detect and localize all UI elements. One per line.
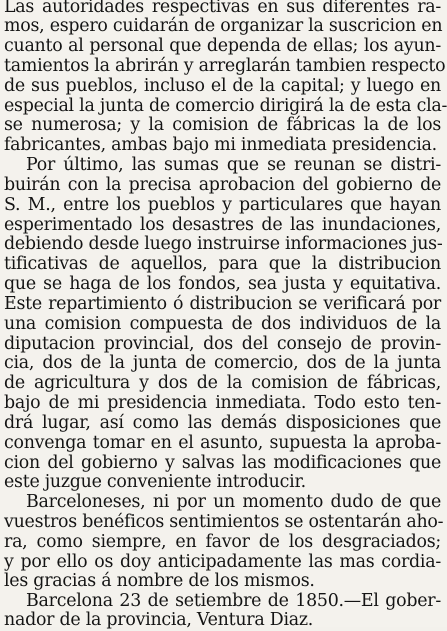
text-line: se numerosa; y la comision de fábricas la de los — [4, 115, 441, 135]
signature-line: nador de la provincia, Ventura Diaz. — [4, 610, 314, 630]
text-line: les gracias á nombre de los mismos. — [4, 571, 315, 591]
text-line: una comision compuesta de dos individuos de la — [4, 314, 441, 334]
text-line: especial la junta de comercio dirigirá la de esta cla- — [4, 96, 447, 116]
text-line: mos, espero cuidarán de organizar la suscricion en — [4, 16, 443, 36]
text-line: ra, como siempre, en favor de los desgraciados; — [4, 532, 441, 552]
text-line: tamientos la abrirán y arreglarán tambien respecto — [4, 56, 446, 76]
text-line: que se haga de los fondos, sea justa y equitativa. — [4, 274, 441, 294]
text-line: vuestros benéficos sentimientos se ostentarán aho- — [4, 512, 444, 532]
text-line: tificativas de aquellos, para que la distribucion — [4, 254, 441, 274]
text-line: Las autoridades respectivas en sus diferentes ra- — [4, 0, 441, 17]
text-line: buirán con la precisa aprobacion del gobierno de — [4, 175, 441, 195]
text-line: Por último, las sumas que se reunan se distri- — [26, 155, 441, 175]
text-line: fabricantes, ambas bajo mi inmediata presidencia. — [4, 135, 437, 155]
text-line: Barceloneses, ni por un momento dudo de que — [26, 492, 441, 512]
text-line: cia, dos de la junta de comercio, dos de la junta — [4, 353, 441, 373]
signature-line: Barcelona 23 de setiembre de 1850.—El gober- — [26, 591, 441, 611]
text-line: esperimentado los desastres de las inundaciones, — [4, 215, 441, 235]
text-line: de agricultura y dos de la comision de fábricas, — [4, 373, 441, 393]
text-line: bajo de mi presidencia inmediata. Todo esto ten- — [4, 393, 441, 413]
text-line: este juzgue conveniente introducir. — [4, 472, 306, 492]
text-line: debiendo desde luego instruirse informaciones jus- — [4, 234, 443, 254]
text-line: diputacion provincial, dos del consejo de provin- — [4, 334, 441, 354]
text-line: y por ello os doy anticipadamente las mas cordia- — [4, 552, 441, 572]
text-line: de sus pueblos, incluso el de la capital; y luego en — [4, 76, 441, 96]
text-line: cuanto al personal que dependa de ellas; los ayun- — [4, 36, 441, 56]
text-line: drá lugar, así como las demás disposiciones que — [4, 413, 441, 433]
text-line: S. M., entre los pueblos y particulares que hayan — [4, 195, 441, 215]
text-line: Este repartimiento ó distribucion se verificará por — [4, 294, 441, 314]
text-line: cion del gobierno y salvas las modificaciones que — [4, 453, 441, 473]
text-line: convenga tomar en el asunto, supuesta la aproba- — [4, 433, 441, 453]
